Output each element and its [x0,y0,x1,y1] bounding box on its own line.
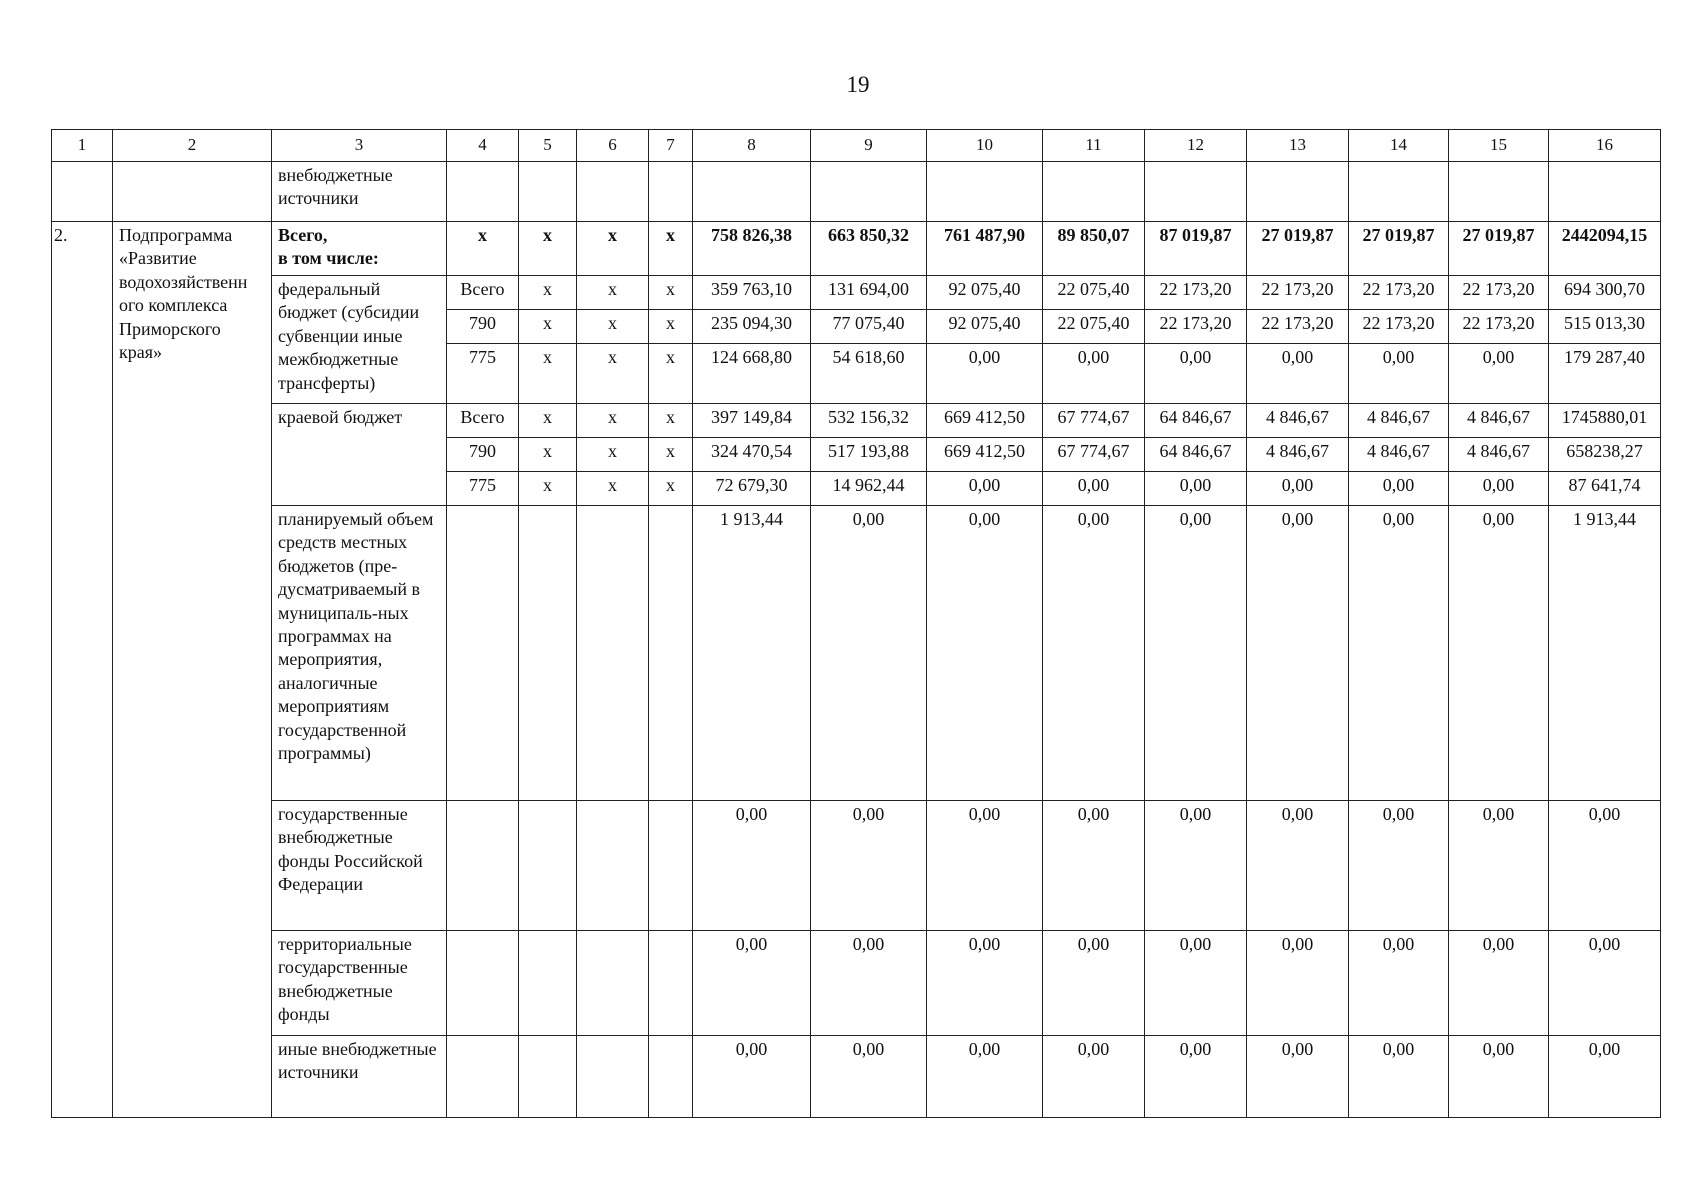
code-cell: 775 [447,472,519,506]
value-cell: 669 412,50 [927,438,1043,472]
column-header: 12 [1145,130,1247,162]
value-cell: 4 846,67 [1247,438,1349,472]
value-cell: 4 846,67 [1349,438,1449,472]
value-cell: 0,00 [1145,506,1247,801]
value-cell: 0,00 [1247,801,1349,931]
total-value: 2442094,15 [1549,222,1661,276]
value-cell: 87 641,74 [1549,472,1661,506]
value-cell: 0,00 [927,801,1043,931]
value-cell: 669 412,50 [927,404,1043,438]
value-cell: 0,00 [927,344,1043,404]
value-cell: 0,00 [1145,931,1247,1036]
value-cell: 0,00 [1145,472,1247,506]
value-cell: 0,00 [1043,1036,1145,1118]
value-cell: 515 013,30 [1549,310,1661,344]
mark-cell: x [649,276,693,310]
value-cell: 0,00 [1449,344,1549,404]
value-cell: 131 694,00 [811,276,927,310]
mark-cell: x [577,438,649,472]
value-cell: 0,00 [1043,344,1145,404]
value-cell: 14 962,44 [811,472,927,506]
mark-cell: x [519,404,577,438]
page-number: 19 [846,72,870,97]
value-cell: 0,00 [1349,472,1449,506]
code-cell: Всего [447,404,519,438]
value-cell: 0,00 [1349,801,1449,931]
value-cell: 0,00 [1549,1036,1661,1118]
total-value: 663 850,32 [811,222,927,276]
value-cell: 0,00 [1349,344,1449,404]
value-cell: 124 668,80 [693,344,811,404]
mark-cell: x [577,310,649,344]
total-value: 27 019,87 [1349,222,1449,276]
source-label: иные внебюджетные источники [272,1036,447,1118]
value-cell: 4 846,67 [1449,438,1549,472]
value-cell: 0,00 [811,801,927,931]
column-header: 14 [1349,130,1449,162]
value-cell: 22 173,20 [1449,276,1549,310]
value-cell: 1745880,01 [1549,404,1661,438]
value-cell: 0,00 [693,801,811,931]
mark-cell: x [649,310,693,344]
column-header: 7 [649,130,693,162]
value-cell: 1 913,44 [1549,506,1661,801]
cell-empty [52,162,113,222]
value-cell: 0,00 [1449,1036,1549,1118]
column-header: 10 [927,130,1043,162]
value-cell: 0,00 [927,472,1043,506]
source-label: внебюджетные источники [272,162,447,222]
cell-empty [447,506,519,801]
column-header: 9 [811,130,927,162]
value-cell: 517 193,88 [811,438,927,472]
cell-empty [519,1036,577,1118]
value-cell: 694 300,70 [1549,276,1661,310]
code-cell: 775 [447,344,519,404]
value-cell: 0,00 [927,931,1043,1036]
value-cell: 324 470,54 [693,438,811,472]
row-number: 2. [52,222,113,1118]
column-header: 1 [52,130,113,162]
mark-cell: x [649,344,693,404]
value-cell: 22 173,20 [1145,276,1247,310]
column-header: 15 [1449,130,1549,162]
column-header: 5 [519,130,577,162]
value-cell: 0,00 [811,506,927,801]
cell-empty [519,506,577,801]
code-cell: 790 [447,438,519,472]
mark-cell: x [577,404,649,438]
mark-cell: x [649,438,693,472]
value-cell: 0,00 [1247,506,1349,801]
value-cell: 0,00 [927,1036,1043,1118]
value-cell: 359 763,10 [693,276,811,310]
value-cell: 22 075,40 [1043,276,1145,310]
total-value: 87 019,87 [1145,222,1247,276]
code-cell: 790 [447,310,519,344]
total-label: Всего, в том числе: [272,222,447,276]
total-value: 758 826,38 [693,222,811,276]
value-cell: 22 173,20 [1145,310,1247,344]
table-row [52,1036,1661,1118]
cell-empty [577,506,649,801]
header-row [52,130,1661,162]
value-cell: 4 846,67 [1449,404,1549,438]
mark-cell: x [519,472,577,506]
value-cell: 0,00 [1247,472,1349,506]
value-cell: 532 156,32 [811,404,927,438]
budget-table [51,129,1661,1118]
code-cell: Всего [447,276,519,310]
value-cell: 0,00 [1449,931,1549,1036]
mark-cell: x [519,276,577,310]
subprogram-name: Подпрограмма «Развитие водохозяйственн ого комплекса Приморского края» [113,222,272,1118]
value-cell: 0,00 [1349,1036,1449,1118]
cell-empty [577,801,649,931]
mark-cell: x [577,344,649,404]
value-cell: 22 173,20 [1449,310,1549,344]
mark-cell: x [519,344,577,404]
mark-cell: x [577,222,649,276]
value-cell: 0,00 [811,931,927,1036]
value-cell: 22 173,20 [1349,310,1449,344]
value-cell: 4 846,67 [1349,404,1449,438]
value-cell: 72 679,30 [693,472,811,506]
value-cell: 0,00 [1349,506,1449,801]
value-cell: 179 287,40 [1549,344,1661,404]
value-cell: 92 075,40 [927,310,1043,344]
cell-empty [519,801,577,931]
table-row [52,404,1661,438]
column-header: 11 [1043,130,1145,162]
value-cell: 397 149,84 [693,404,811,438]
table-row-total [52,222,1661,276]
value-cell: 22 075,40 [1043,310,1145,344]
mark-cell: x [577,472,649,506]
total-value: 761 487,90 [927,222,1043,276]
value-cell: 67 774,67 [1043,438,1145,472]
value-cell: 64 846,67 [1145,438,1247,472]
value-cell: 0,00 [1549,931,1661,1036]
column-header: 13 [1247,130,1349,162]
value-cell: 0,00 [693,931,811,1036]
table-row [52,801,1661,931]
column-header: 8 [693,130,811,162]
value-cell: 0,00 [811,1036,927,1118]
cell-empty [447,801,519,931]
total-value: 89 850,07 [1043,222,1145,276]
mark-cell: x [649,472,693,506]
column-header: 4 [447,130,519,162]
value-cell: 0,00 [927,506,1043,801]
mark-cell: x [649,404,693,438]
value-cell: 22 173,20 [1247,276,1349,310]
value-cell: 0,00 [1349,931,1449,1036]
value-cell: 0,00 [1247,931,1349,1036]
value-cell: 67 774,67 [1043,404,1145,438]
column-header: 3 [272,130,447,162]
table-row [52,162,1661,222]
regional-budget-label: краевой бюджет [272,404,447,506]
federal-budget-label: федеральный бюджет (субсидии субвенции иные межбюджетные трансферты) [272,276,447,404]
value-cell: 77 075,40 [811,310,927,344]
mark-cell: x [447,222,519,276]
cell-empty [113,162,272,222]
value-cell: 0,00 [1145,344,1247,404]
cell-empty [577,1036,649,1118]
value-cell: 0,00 [1449,801,1549,931]
cell-empty [649,801,693,931]
mark-cell: x [577,276,649,310]
value-cell: 22 173,20 [1349,276,1449,310]
value-cell: 235 094,30 [693,310,811,344]
table-row [52,931,1661,1036]
source-label: территориальные государственные внебюджетные фонды [272,931,447,1036]
value-cell: 54 618,60 [811,344,927,404]
total-value: 27 019,87 [1247,222,1349,276]
value-cell: 0,00 [1043,472,1145,506]
value-cell: 0,00 [1247,1036,1349,1118]
mark-cell: x [519,438,577,472]
value-cell: 4 846,67 [1247,404,1349,438]
mark-cell: x [519,222,577,276]
value-cell: 0,00 [1549,801,1661,931]
value-cell: 0,00 [1145,1036,1247,1118]
cell-empty [649,506,693,801]
column-header: 16 [1549,130,1661,162]
column-header: 6 [577,130,649,162]
cell-empty [649,1036,693,1118]
value-cell: 22 173,20 [1247,310,1349,344]
table-row [52,276,1661,310]
cell-empty [447,1036,519,1118]
source-label: государственные внебюджетные фонды Российской Федерации [272,801,447,931]
value-cell: 0,00 [1449,472,1549,506]
value-cell: 1 913,44 [693,506,811,801]
value-cell: 0,00 [1043,506,1145,801]
total-value: 27 019,87 [1449,222,1549,276]
column-header: 2 [113,130,272,162]
value-cell: 0,00 [1449,506,1549,801]
cell-empty [519,931,577,1036]
cell-empty [649,931,693,1036]
value-cell: 658238,27 [1549,438,1661,472]
mark-cell: x [519,310,577,344]
value-cell: 64 846,67 [1145,404,1247,438]
value-cell: 0,00 [1145,801,1247,931]
table-row [52,506,1661,801]
value-cell: 0,00 [1247,344,1349,404]
value-cell: 0,00 [1043,801,1145,931]
value-cell: 0,00 [693,1036,811,1118]
cell-empty [447,931,519,1036]
value-cell: 92 075,40 [927,276,1043,310]
value-cell: 0,00 [1043,931,1145,1036]
cell-empty [577,931,649,1036]
source-label: планируемый объем средств местных бюджетов (пре-дусматриваемый в муниципаль-ных программах на мероприятия, аналогичные мероприятиям государственной программы) [272,506,447,801]
mark-cell: x [649,222,693,276]
